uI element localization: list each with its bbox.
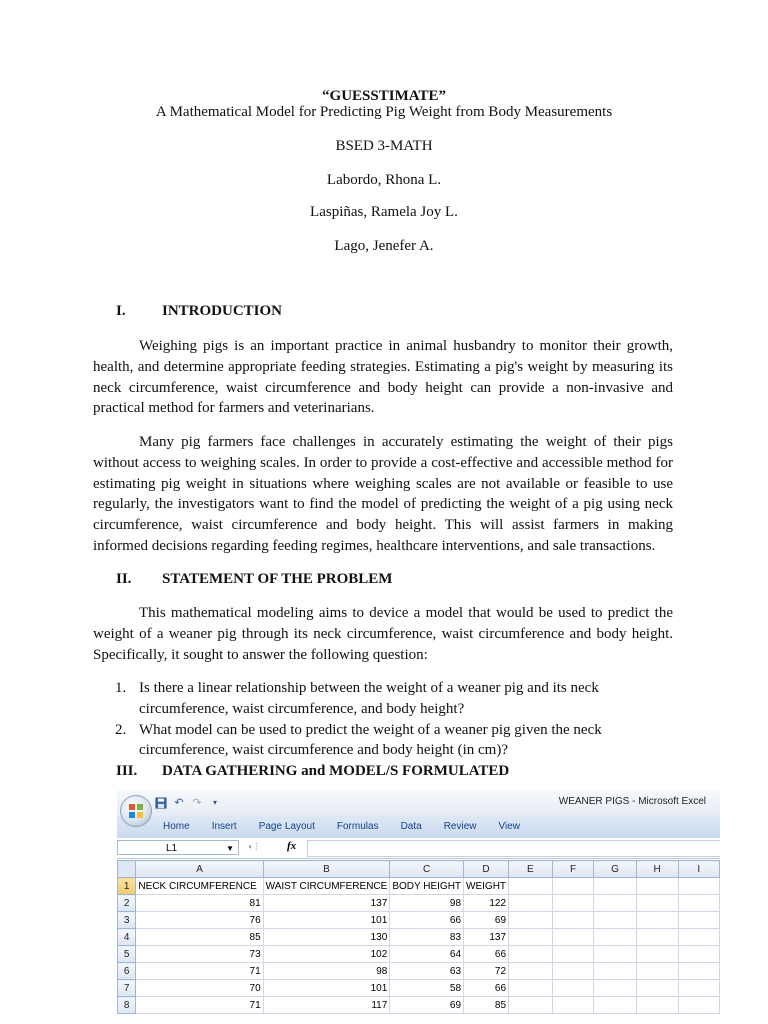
undo-icon[interactable]: ↶: [174, 797, 184, 809]
intro-paragraph-2: [93, 432, 673, 557]
cell[interactable]: 102: [263, 946, 390, 963]
column-header[interactable]: B: [263, 861, 390, 878]
formula-bar: [117, 838, 720, 859]
cell[interactable]: [678, 963, 719, 980]
cell[interactable]: [594, 929, 636, 946]
column-header[interactable]: F: [552, 861, 594, 878]
cell[interactable]: [509, 878, 553, 895]
formula-input[interactable]: [307, 840, 720, 857]
list-item: [93, 720, 653, 762]
row-header[interactable]: 6: [118, 963, 136, 980]
tab-home[interactable]: Home: [163, 821, 190, 832]
redo-icon[interactable]: ↷: [192, 797, 202, 809]
cell[interactable]: [594, 912, 636, 929]
cell[interactable]: 64: [390, 946, 464, 963]
row-header[interactable]: 3: [118, 912, 136, 929]
heading-number: II.: [116, 571, 132, 587]
tab-review[interactable]: Review: [443, 821, 477, 832]
excel-title-bar: [117, 790, 720, 816]
cell[interactable]: [678, 912, 719, 929]
cell[interactable]: [552, 946, 594, 963]
cell[interactable]: [509, 997, 553, 1014]
spreadsheet-grid: [117, 860, 720, 1014]
paragraph-text: Many pig farmers face challenges in accurately estimating the weight of their pigs without access to weighing scales. In order to provide a cost-effective and accessible method for estimating pig weight in situations where weighing scales are not available or feasible to use regularly, the investigators want to find the model of predicting the weight of a pig using neck circumference, waist circumference and body height. This will assist farmers in making informed decisions regarding feeding regimes, healthcare interventions, and sale transactions.: [93, 434, 673, 554]
cell[interactable]: [509, 895, 553, 912]
cell[interactable]: [678, 929, 719, 946]
author-1: Labordo, Rhona L.: [326, 172, 442, 188]
cell[interactable]: [509, 929, 553, 946]
cell[interactable]: 117: [263, 997, 390, 1014]
cell[interactable]: [509, 912, 553, 929]
cell[interactable]: 69: [464, 912, 509, 929]
select-all-corner[interactable]: [118, 861, 136, 878]
list-item: [93, 678, 653, 720]
cell[interactable]: 69: [390, 997, 464, 1014]
cell[interactable]: 66: [464, 980, 509, 997]
heading-label: DATA GATHERING and MODEL/S FORMULATED: [162, 763, 510, 779]
chevron-down-icon[interactable]: ▼: [226, 844, 234, 853]
column-header[interactable]: G: [594, 861, 636, 878]
cell[interactable]: [552, 980, 594, 997]
column-header[interactable]: H: [636, 861, 678, 878]
cell[interactable]: [552, 895, 594, 912]
paragraph-text: This mathematical modeling aims to device a model that would be used to predict the weight of a weaner pig through its neck circumference, waist circumference and body height. Specifically, it sought to answer the following question:: [93, 605, 673, 663]
column-header[interactable]: A: [136, 861, 263, 878]
tab-page-layout[interactable]: Page Layout: [258, 821, 315, 832]
cell[interactable]: 122: [464, 895, 509, 912]
row-header[interactable]: 7: [118, 980, 136, 997]
table-row: [118, 963, 720, 980]
column-header[interactable]: E: [509, 861, 553, 878]
heading-data-gathering: [116, 763, 509, 780]
ribbon-tabs-bar: [117, 816, 720, 839]
cell[interactable]: [636, 912, 678, 929]
tab-formulas[interactable]: Formulas: [336, 821, 379, 832]
cell[interactable]: 70: [136, 980, 263, 997]
cell[interactable]: 73: [136, 946, 263, 963]
cell[interactable]: [594, 963, 636, 980]
cell[interactable]: [678, 878, 719, 895]
cell[interactable]: [636, 946, 678, 963]
table-row: [118, 946, 720, 963]
list-text: What model can be used to predict the weight of a weaner pig given the neck circumference, waist circumference and body height (in cm)?: [139, 721, 602, 759]
heading-number: I.: [116, 303, 126, 319]
cell[interactable]: 137: [263, 895, 390, 912]
cell[interactable]: WAIST CIRCUMFERENCE: [263, 878, 390, 895]
column-header-row: [118, 861, 720, 878]
cell[interactable]: 130: [263, 929, 390, 946]
paragraph-text: Weighing pigs is an important practice in animal husbandry to monitor their growth, health, and determine appropriate feeding strategies. Estimating a pig's weight by measuring its neck circumference, waist circumference and body height can provide a non-invasive and practical method for farmers and veterinarians.: [93, 338, 673, 417]
formula-bar-divider-icon: ◖⋮: [247, 842, 261, 851]
cell[interactable]: [678, 895, 719, 912]
cell[interactable]: [594, 878, 636, 895]
author-2: Laspiñas, Ramela Joy L.: [310, 204, 458, 220]
insert-function-icon[interactable]: fx: [287, 840, 297, 852]
class-section: BSED 3-MATH: [335, 138, 433, 154]
table-row: [118, 895, 720, 912]
cell[interactable]: BODY HEIGHT: [390, 878, 464, 895]
cell[interactable]: [509, 946, 553, 963]
table-row: [118, 997, 720, 1014]
cell[interactable]: 81: [136, 895, 263, 912]
list-number: 2.: [115, 721, 127, 738]
customize-toolbar-icon[interactable]: ▾: [212, 798, 217, 807]
heading-label: INTRODUCTION: [162, 303, 283, 319]
table-row: [118, 929, 720, 946]
name-box-value: L1: [166, 843, 178, 854]
cell[interactable]: WEIGHT: [464, 878, 509, 895]
cell[interactable]: [509, 980, 553, 997]
cell[interactable]: [552, 929, 594, 946]
cell[interactable]: [636, 980, 678, 997]
name-box[interactable]: [117, 840, 239, 855]
cell[interactable]: [636, 895, 678, 912]
row-header[interactable]: 4: [118, 929, 136, 946]
column-header[interactable]: D: [464, 861, 509, 878]
cell[interactable]: [636, 878, 678, 895]
cell[interactable]: [552, 963, 594, 980]
tab-data[interactable]: Data: [400, 821, 422, 832]
cell[interactable]: 98: [390, 895, 464, 912]
cell[interactable]: 72: [464, 963, 509, 980]
row-header[interactable]: 5: [118, 946, 136, 963]
question-list: [93, 678, 653, 761]
cell[interactable]: 101: [263, 980, 390, 997]
row-header[interactable]: 1: [118, 878, 136, 895]
cell[interactable]: [594, 946, 636, 963]
cell[interactable]: [636, 963, 678, 980]
row-header[interactable]: 2: [118, 895, 136, 912]
row-header[interactable]: 8: [118, 997, 136, 1014]
author-3: Lago, Jenefer A.: [334, 238, 434, 254]
cell[interactable]: [636, 929, 678, 946]
cell[interactable]: 137: [464, 929, 509, 946]
cell[interactable]: 63: [390, 963, 464, 980]
cell[interactable]: [594, 997, 636, 1014]
cell[interactable]: 76: [136, 912, 263, 929]
heading-introduction: [116, 303, 282, 320]
office-button[interactable]: [120, 795, 152, 827]
paper-title: “GUESSTIMATE”: [322, 88, 446, 104]
cell[interactable]: [678, 980, 719, 997]
excel-window-title: WEANER PIGS - Microsoft Excel: [558, 796, 706, 807]
quick-access-toolbar: [155, 795, 221, 811]
cell[interactable]: 83: [390, 929, 464, 946]
cell[interactable]: [552, 997, 594, 1014]
tab-view[interactable]: View: [498, 821, 520, 832]
cell[interactable]: [636, 997, 678, 1014]
column-header[interactable]: I: [678, 861, 719, 878]
cell[interactable]: NECK CIRCUMFERENCE: [136, 878, 263, 895]
cell[interactable]: 85: [464, 997, 509, 1014]
cell[interactable]: [552, 878, 594, 895]
heading-label: STATEMENT OF THE PROBLEM: [162, 571, 393, 587]
table-row: [118, 912, 720, 929]
heading-number: III.: [116, 763, 138, 779]
cell[interactable]: 101: [263, 912, 390, 929]
list-text: Is there a linear relationship between the weight of a weaner pig and its neck circumference, waist circumference, and body height?: [139, 680, 599, 717]
list-number: 1.: [115, 680, 127, 696]
cell[interactable]: 66: [390, 912, 464, 929]
cell[interactable]: [509, 963, 553, 980]
excel-screenshot: [117, 790, 720, 1024]
cell[interactable]: 98: [263, 963, 390, 980]
intro-paragraph-1: [93, 336, 673, 419]
paper-subtitle: A Mathematical Model for Predicting Pig Weight from Body Measurements: [155, 104, 613, 120]
cell[interactable]: [678, 946, 719, 963]
table-row: [118, 878, 720, 895]
cell[interactable]: [552, 912, 594, 929]
cell[interactable]: [594, 895, 636, 912]
column-header[interactable]: C: [390, 861, 464, 878]
cell[interactable]: 71: [136, 963, 263, 980]
problem-paragraph: [93, 603, 673, 665]
cell[interactable]: 58: [390, 980, 464, 997]
heading-statement-of-problem: [116, 571, 392, 588]
cell[interactable]: [594, 980, 636, 997]
save-icon[interactable]: [155, 797, 167, 809]
table-row: [118, 980, 720, 997]
cell[interactable]: 71: [136, 997, 263, 1014]
tab-insert[interactable]: Insert: [211, 821, 237, 832]
cell[interactable]: 66: [464, 946, 509, 963]
cell[interactable]: [678, 997, 719, 1014]
cell[interactable]: 85: [136, 929, 263, 946]
office-logo-icon: [129, 804, 143, 818]
